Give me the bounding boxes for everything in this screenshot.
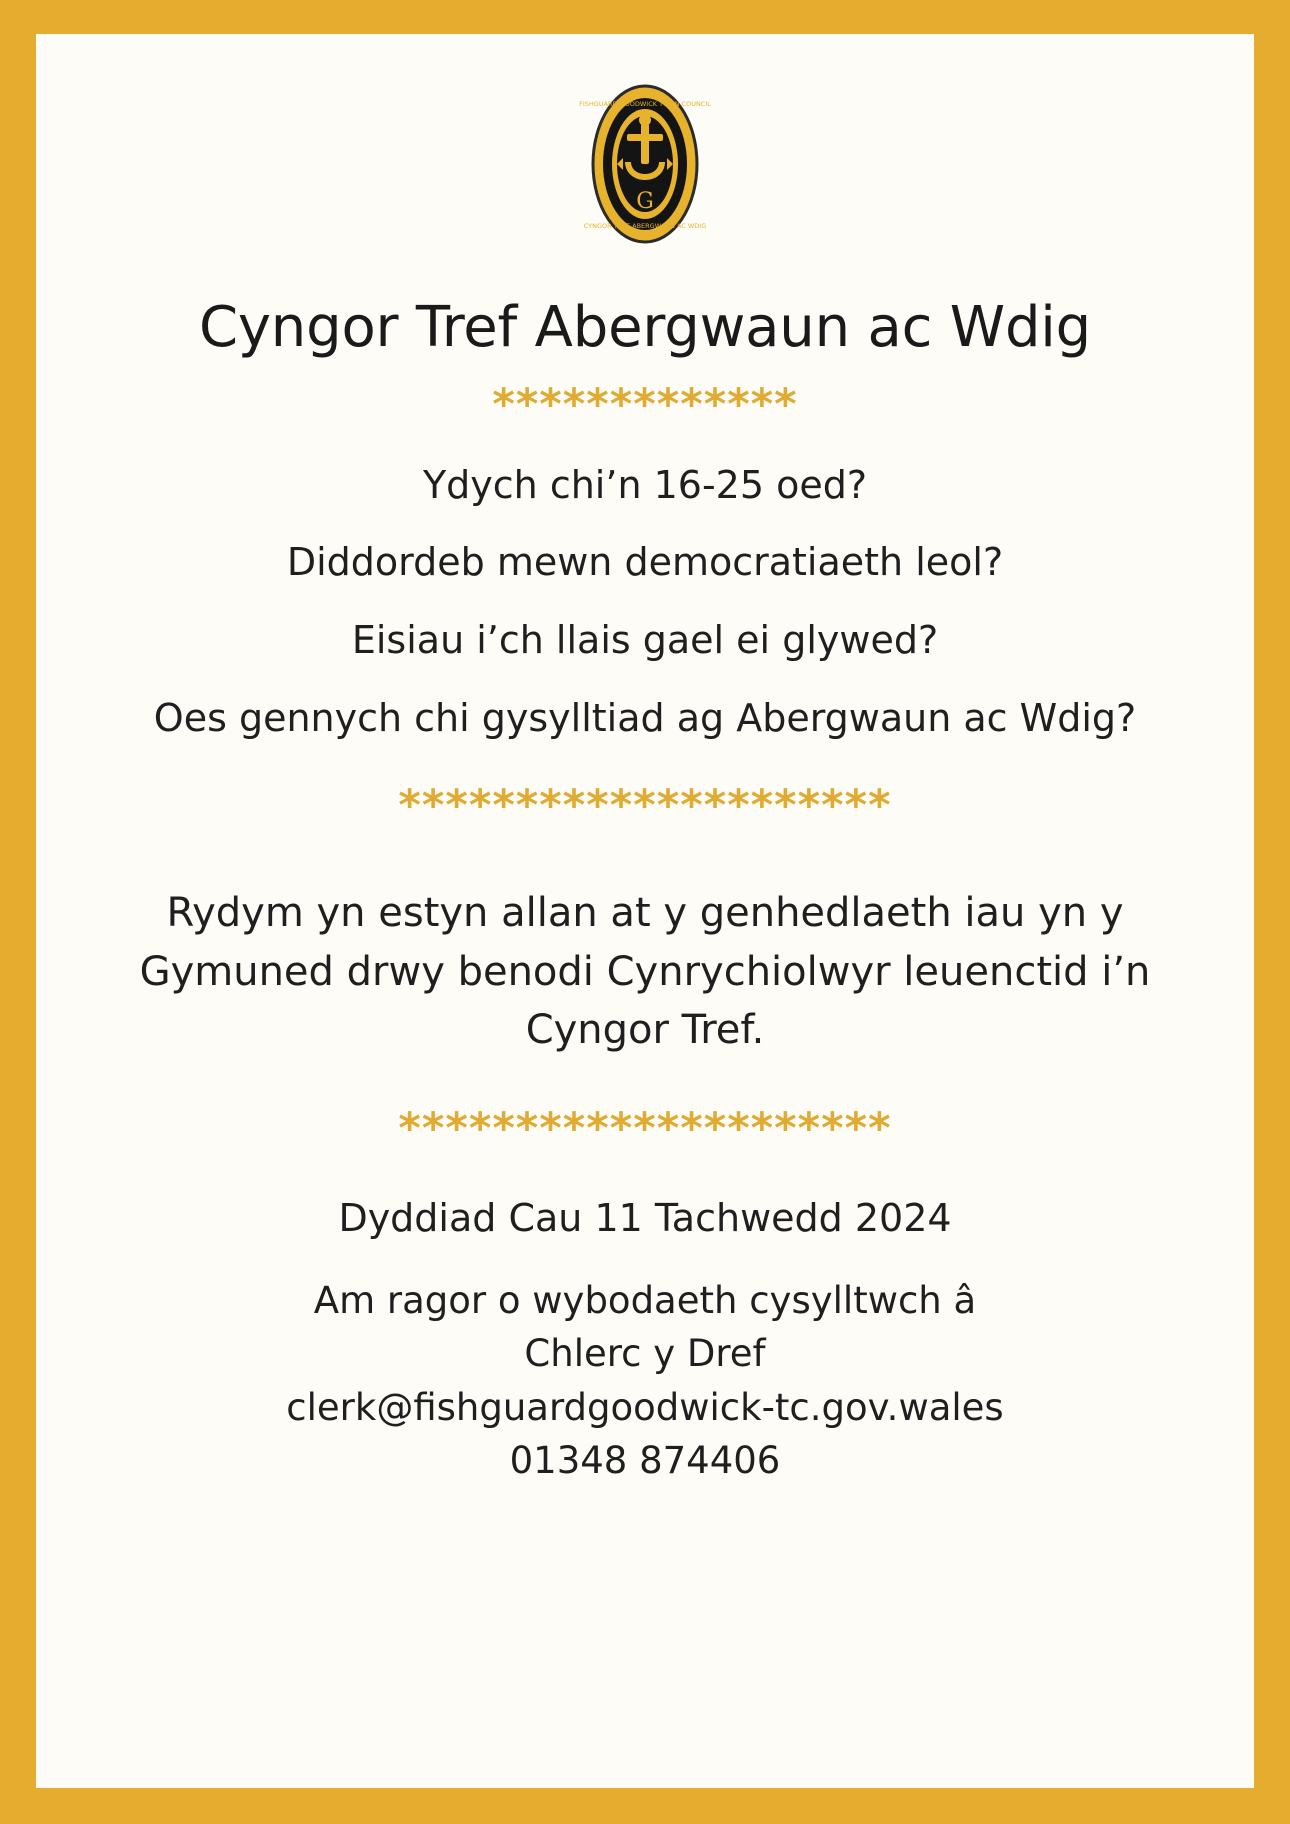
contact-block xyxy=(286,1274,1003,1489)
contact-email[interactable]: clerk@fishguardgoodwick-tc.gov.wales xyxy=(286,1385,1004,1429)
page-title: Cyngor Tref Abergwaun ac Wdig xyxy=(198,295,1092,360)
divider-stars-3: ********************* xyxy=(398,1104,892,1155)
contact-intro: Am ragor o wybodaeth cysylltwch â xyxy=(313,1278,977,1322)
question-2: Diddordeb mewn democratiaeth leol? xyxy=(286,540,1004,585)
body-paragraph: Rydym yn estyn allan at y genhedlaeth iau yn y Gymuned drwy benodi Cynrychiolwyr leuenctid i’n Cyngor Tref. xyxy=(139,889,1151,1054)
question-1: Ydych chi’n 16-25 oed? xyxy=(422,462,868,507)
svg-text:CYNGOR TREF ABERGWAUN AC WDIG: CYNGOR TREF ABERGWAUN AC WDIG xyxy=(583,222,707,230)
contact-phone[interactable]: 01348 874406 xyxy=(509,1439,781,1483)
divider-stars-2: ********************* xyxy=(398,780,892,831)
crest-container xyxy=(559,70,731,258)
svg-text:FISHGUARD GOODWICK TOWN COUNCI: FISHGUARD GOODWICK TOWN COUNCIL xyxy=(579,100,711,108)
question-3: Eisiau i’ch llais gael ei glywed? xyxy=(351,618,939,663)
question-4: Oes gennych chi gysylltiad ag Abergwaun ac Wdig? xyxy=(153,695,1137,740)
divider-stars-1: ************* xyxy=(492,380,798,431)
poster-page xyxy=(36,34,1254,1788)
deadline-text: Dyddiad Cau 11 Tachwedd 2024 xyxy=(338,1195,952,1240)
contact-role: Chlerc y Dref xyxy=(524,1332,766,1376)
svg-text:G: G xyxy=(636,189,654,214)
town-council-crest-icon xyxy=(575,76,715,252)
